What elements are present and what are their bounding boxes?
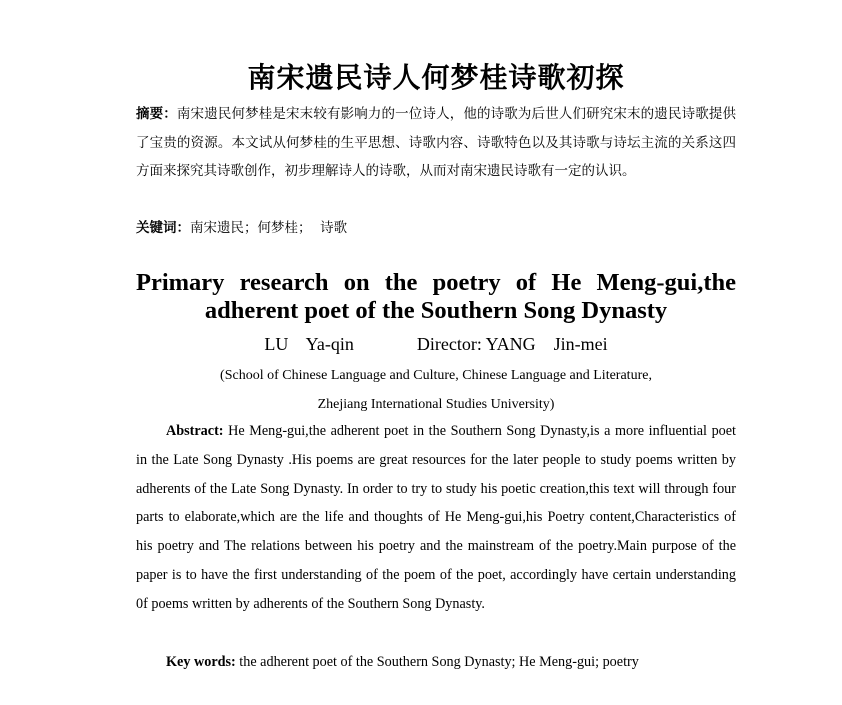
affiliation-line1: (School of Chinese Language and Culture, Chinese Language and Literature, bbox=[220, 368, 652, 383]
chinese-keywords bbox=[136, 214, 736, 242]
chinese-keywords-text: 南宋遗民；何梦桂； 诗歌 bbox=[190, 220, 348, 236]
english-title-line1: Primary research on the poetry of He Meng-gui,the bbox=[136, 269, 736, 296]
english-keywords bbox=[136, 648, 736, 676]
affiliation-line2: Zhejiang International Studies University) bbox=[317, 396, 555, 412]
author-line: LU Ya-qin Director: YANG Jin-mei bbox=[264, 334, 608, 354]
english-abstract-text: He Meng-gui,the adherent poet in the Southern Song Dynasty,is a more influential poet in the Late Song Dynasty .His poems are great resources for the later people to study poems written by adherents of the Late Song Dynasty. In order to try to study his poetic creation,this text will through four parts to elaborate,which are the life and thoughts of He Meng-gui,his Poetry content,Characteristics of his poetry and The relations between his poetry and the mainstream of the poetry.Main purpose of the paper is to have the first understanding of the poem of the poet, accordingly have certain understanding 0f poems written by adherents of the Southern Song Dynasty. bbox=[136, 423, 736, 612]
chinese-abstract bbox=[136, 100, 736, 186]
english-title-line2: adherent poet of the Southern Song Dynasty bbox=[204, 297, 668, 324]
english-keywords-text: the adherent poet of the Southern Song Dynasty; He Meng-gui; poetry bbox=[235, 654, 639, 670]
chinese-abstract-label: 摘要： bbox=[136, 106, 177, 122]
affiliation bbox=[136, 362, 736, 419]
english-title bbox=[136, 269, 736, 325]
english-keywords-label: Key words: bbox=[166, 654, 236, 670]
english-abstract bbox=[136, 417, 736, 619]
chinese-abstract-text: 南宋遗民何梦桂是宋末较有影响力的一位诗人，他的诗歌为后世人们研究宋末的遗民诗歌提供了宝贵的资源。本文试从何梦桂的生平思想、诗歌内容、诗歌特色以及其诗歌与诗坛主流的关系这四方面来探究其诗歌创作，初步理解诗人的诗歌，从而对南宋遗民诗歌有一定的认识。 bbox=[136, 106, 737, 179]
english-abstract-label: Abstract: bbox=[166, 423, 224, 439]
chinese-keywords-label: 关键词： bbox=[136, 220, 190, 236]
chinese-title: 南宋遗民诗人何梦桂诗歌初探 bbox=[247, 61, 625, 94]
